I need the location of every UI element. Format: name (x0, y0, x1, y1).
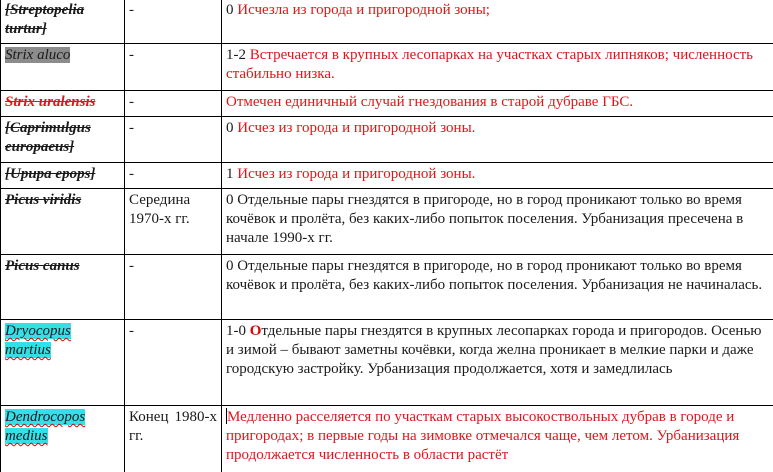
status-code: 0 (226, 258, 234, 274)
status-text: Исчезла из города и пригородной зоны; (237, 2, 490, 18)
species-name: [Caprimulgus europaeus] (5, 120, 91, 155)
species-name: Dryocopus martius (5, 323, 71, 358)
status-text: Исчез из города и пригородной зоны. (237, 166, 476, 182)
species-cell[interactable] (1, 163, 125, 189)
period-cell[interactable] (125, 91, 222, 117)
table-row (1, 406, 773, 472)
period-text: - (129, 120, 134, 136)
status-text: Исчез из города и пригородной зоны. (237, 120, 476, 136)
status-text: Встречается в крупных лесопарках на участках старых липняков; численность стабильно низка. (226, 47, 754, 82)
period-cell[interactable] (125, 189, 222, 255)
period-text: - (129, 258, 134, 274)
period-cell[interactable] (125, 0, 222, 44)
period-cell[interactable] (125, 117, 222, 163)
period-text: Конец 1980-х гг. (129, 409, 217, 444)
species-cell[interactable] (1, 189, 125, 255)
table-row (1, 44, 773, 91)
status-code: 0 (226, 2, 234, 18)
status-cell[interactable] (222, 163, 773, 189)
species-name: Strix aluco (5, 47, 71, 63)
species-cell[interactable] (1, 91, 125, 117)
status-cell[interactable] (222, 91, 773, 117)
table-row (1, 189, 773, 255)
status-code: 1-2 (226, 47, 246, 63)
table-row (1, 255, 773, 320)
status-cell[interactable] (222, 406, 773, 472)
status-code: 1-0 (226, 323, 246, 339)
table-row (1, 91, 773, 117)
species-cell[interactable] (1, 44, 125, 91)
species-cell[interactable] (1, 320, 125, 406)
species-cell[interactable] (1, 406, 125, 472)
status-cell[interactable] (222, 117, 773, 163)
period-cell[interactable] (125, 255, 222, 320)
species-name: Picus viridis (5, 192, 82, 208)
period-cell[interactable] (125, 163, 222, 189)
table-row (1, 163, 773, 189)
period-text: - (129, 323, 134, 339)
status-text-initial: М (227, 409, 241, 425)
table-row (1, 320, 773, 406)
status-text: Отдельные пары гнездятся в пригороде, но в город проникают только во время кочёвок и пролёта, без каких-либо попыток поселения. Урбанизация пресечена в начале 1990-х гг. (226, 192, 744, 246)
period-cell[interactable] (125, 320, 222, 406)
status-cell[interactable] (222, 189, 773, 255)
status-text: Отдельные пары гнездятся в пригороде, но в город проникают только во время кочёвок и пролёта, без каких-либо попыток поселения. Урбанизация не начиналась. (226, 258, 763, 293)
status-text: тдельные пары гнездятся в крупных лесопарках города и пригородов. Осенью и зимой – бывают заметны кочёвки, когда желна проникает в мелкие парки и даже городскую застройку. Урбанизация продолжается, хотя и замедлилась (226, 323, 762, 377)
status-cell[interactable] (222, 255, 773, 320)
period-text: - (129, 47, 134, 63)
species-name: [Streptopelia turtur] (5, 2, 85, 37)
period-text: - (129, 2, 134, 18)
status-cell[interactable] (222, 320, 773, 406)
period-cell[interactable] (125, 44, 222, 91)
period-cell[interactable] (125, 406, 222, 472)
status-text: Отмечен единичный случай гнездования в старой дубраве ГБС. (226, 94, 634, 110)
species-name: [Upupa epops] (5, 166, 96, 182)
status-code: 0 (226, 120, 234, 136)
period-text: Середина 1970-х гг. (129, 192, 191, 227)
status-code: 1 (226, 166, 234, 182)
species-cell[interactable] (1, 117, 125, 163)
status-cell[interactable] (222, 0, 773, 44)
table-row (1, 117, 773, 163)
status-text-initial: О (249, 323, 262, 339)
species-name: Dendrocopos medius (5, 409, 86, 444)
table-row (1, 0, 773, 44)
species-cell[interactable] (1, 0, 125, 44)
period-text: - (129, 166, 134, 182)
species-cell[interactable] (1, 255, 125, 320)
status-text: едленно расселяется по участкам старых высокоствольных дубрав в городе и пригородах; в первые годы на зимовке отмечался чаще, чем летом. Урбанизация продолжается численность в области растёт (226, 409, 740, 463)
species-name: Strix uralensis (5, 94, 96, 110)
status-code: 0 (226, 192, 234, 208)
period-text: - (129, 94, 134, 110)
status-cell[interactable] (222, 44, 773, 91)
species-name: Picus canus (5, 258, 80, 274)
